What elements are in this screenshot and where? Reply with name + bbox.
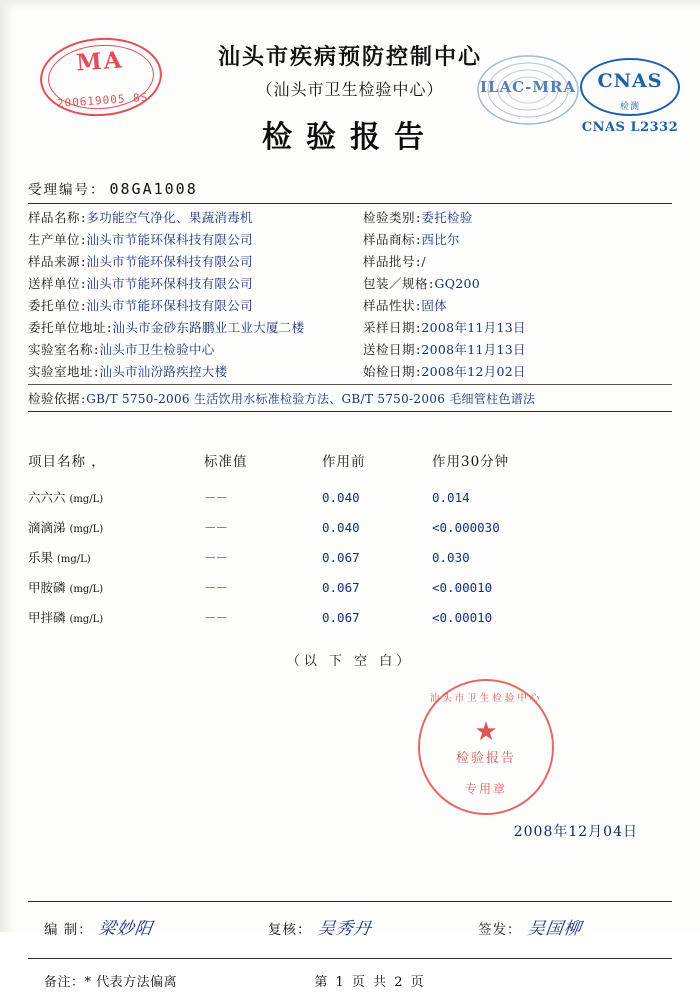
item-name-text: 乐果 bbox=[28, 550, 54, 565]
cell-after: 0.014 bbox=[432, 489, 470, 505]
field-inspection-category bbox=[363, 208, 672, 228]
table-row bbox=[28, 602, 672, 632]
field-value: 汕头市金砂东路鹏业工业大厦二楼 bbox=[112, 320, 305, 335]
field-value: GB/T 5750-2006 生活饮用水标准检验方法、GB/T 5750-2006 毛细管柱色谱法 bbox=[86, 392, 536, 406]
field-value: 西比尔 bbox=[421, 232, 460, 247]
field-batch-number bbox=[363, 252, 672, 272]
cell-after: 0.030 bbox=[432, 549, 470, 565]
signature-name: 吴国柳 bbox=[525, 919, 583, 939]
field-sampling-date bbox=[363, 318, 672, 338]
field-client-unit bbox=[28, 296, 363, 316]
field-colon: : bbox=[81, 277, 86, 292]
field-value: 汕头市汕汾路疾控大楼 bbox=[99, 364, 228, 379]
cell-item-name bbox=[28, 482, 204, 512]
field-label: 样品批号 bbox=[363, 254, 416, 269]
signature-row bbox=[28, 901, 672, 958]
field-colon: : bbox=[416, 211, 421, 226]
field-label: 实验室地址 bbox=[28, 364, 94, 379]
field-colon: : bbox=[416, 299, 421, 314]
divider-below-basis bbox=[28, 411, 672, 412]
cnas-seal-oval bbox=[580, 58, 680, 116]
field-client-address bbox=[28, 318, 363, 338]
field-label: 包装／规格 bbox=[363, 276, 429, 291]
field-value: 汕头市节能环保科技有限公司 bbox=[86, 254, 253, 269]
field-label: 检验类别 bbox=[363, 210, 416, 225]
footer-remark: 备注：* 代表方法偏离 bbox=[44, 975, 178, 990]
divider-mid bbox=[28, 384, 672, 385]
item-name-text: 甲胺磷 bbox=[28, 580, 66, 595]
cell-after: <0.000030 bbox=[432, 519, 500, 535]
signature-label: 签发： bbox=[478, 922, 522, 938]
field-label: 样品名称 bbox=[28, 210, 81, 225]
signature-name: 吴秀丹 bbox=[315, 919, 373, 939]
cnas-seal-code: CNAS L2332 bbox=[581, 120, 679, 135]
signature-compiled-by bbox=[44, 914, 153, 939]
column-header-before: 作用前 bbox=[322, 454, 366, 470]
ilac-mra-seal bbox=[474, 50, 582, 130]
field-value: 委托检验 bbox=[421, 210, 473, 225]
cell-before: 0.067 bbox=[322, 579, 360, 595]
field-packaging-spec bbox=[363, 274, 672, 294]
field-label: 委托单位 bbox=[28, 298, 81, 313]
cell-standard: －－ bbox=[204, 490, 228, 505]
field-sample-property bbox=[363, 296, 672, 316]
cell-after: <0.00010 bbox=[432, 579, 493, 595]
item-name-text: 六六六 bbox=[28, 490, 66, 505]
cnas-seal-cn: 检测 bbox=[619, 102, 640, 112]
field-value: 汕头市节能环保科技有限公司 bbox=[86, 232, 253, 247]
cell-after: <0.00010 bbox=[432, 609, 493, 625]
stamp-area bbox=[28, 669, 672, 901]
field-sample-name bbox=[28, 208, 363, 228]
field-colon: : bbox=[81, 211, 86, 226]
ilac-mra-seal-text: ILAC-MRA bbox=[479, 78, 577, 96]
table-row bbox=[28, 512, 672, 542]
field-inspection-basis bbox=[28, 389, 672, 409]
cnas-seal-word: CNAS bbox=[597, 70, 663, 92]
item-name-text: 甲拌磷 bbox=[28, 610, 66, 625]
cell-standard: －－ bbox=[204, 520, 228, 535]
field-label: 送样单位 bbox=[28, 276, 81, 291]
field-label: 检验依据 bbox=[28, 391, 81, 406]
cell-before: 0.067 bbox=[322, 609, 360, 625]
page-number: 第 1 页 共 2 页 bbox=[314, 975, 426, 990]
field-trademark bbox=[363, 230, 672, 250]
signature-issued-by bbox=[478, 914, 582, 939]
organization-subtitle: （汕头市卫生检验中心） bbox=[256, 80, 444, 99]
field-manufacturer bbox=[28, 230, 363, 250]
field-colon: : bbox=[416, 255, 421, 270]
field-lab-name bbox=[28, 340, 363, 360]
table-row bbox=[28, 542, 672, 572]
field-label: 实验室名称 bbox=[28, 342, 94, 357]
column-header-standard: 标准值 bbox=[204, 454, 248, 470]
field-value: 固体 bbox=[421, 298, 448, 313]
field-colon: : bbox=[81, 233, 86, 248]
field-received-date bbox=[363, 340, 672, 360]
item-unit-text: (mg/L) bbox=[69, 614, 104, 625]
cell-standard: －－ bbox=[204, 550, 228, 565]
field-label: 样品来源 bbox=[28, 254, 81, 269]
results-section bbox=[28, 450, 672, 669]
field-value: 2008年12月02日 bbox=[421, 364, 526, 379]
item-unit-text: (mg/L) bbox=[57, 554, 91, 565]
receipt-number-label: 受理编号： bbox=[28, 182, 106, 198]
field-value: GQ200 bbox=[434, 276, 480, 291]
item-unit-text: (mg/L) bbox=[69, 524, 104, 535]
field-label: 送检日期 bbox=[363, 342, 416, 357]
table-header-row bbox=[28, 450, 672, 482]
cell-item-name bbox=[28, 572, 204, 602]
stamp-bottom-text: 专用章 bbox=[464, 782, 507, 796]
signature-label: 复核： bbox=[268, 922, 312, 938]
field-label: 委托单位地址 bbox=[28, 320, 107, 335]
blank-below-note: （以 下 空 白） bbox=[286, 654, 414, 669]
signature-name: 梁妙阳 bbox=[97, 919, 154, 939]
cell-before: 0.040 bbox=[322, 519, 360, 535]
receipt-number-line bbox=[28, 178, 672, 201]
cell-standard: －－ bbox=[204, 580, 228, 595]
column-header-item: 项目名称 ， bbox=[28, 454, 106, 470]
field-label: 样品性状 bbox=[363, 298, 416, 313]
field-start-date bbox=[363, 362, 672, 382]
field-value: 2008年11月13日 bbox=[421, 320, 526, 335]
field-value: 多功能空气净化、果蔬消毒机 bbox=[86, 210, 253, 225]
official-round-stamp bbox=[418, 679, 554, 815]
field-colon: : bbox=[81, 391, 86, 406]
item-unit-text: (mg/L) bbox=[69, 584, 104, 595]
field-colon: : bbox=[416, 343, 421, 358]
page-title: 检验报告 bbox=[262, 120, 438, 155]
cell-item-name bbox=[28, 512, 204, 542]
item-unit-text: (mg/L) bbox=[69, 494, 104, 505]
field-colon: : bbox=[107, 321, 112, 336]
field-colon: : bbox=[94, 365, 99, 380]
report-footer bbox=[28, 958, 672, 1007]
field-colon: : bbox=[416, 233, 421, 248]
report-header bbox=[0, 0, 700, 178]
divider-top bbox=[28, 203, 672, 204]
field-sample-source bbox=[28, 252, 363, 272]
cell-item-name bbox=[28, 542, 204, 572]
stamp-top-text: 汕头市卫生检验中心 bbox=[429, 693, 543, 704]
field-colon: : bbox=[416, 321, 421, 336]
cell-standard: －－ bbox=[204, 610, 228, 625]
signature-reviewed-by bbox=[268, 914, 372, 939]
cell-item-name bbox=[28, 602, 204, 632]
field-colon: : bbox=[81, 299, 86, 314]
field-colon: : bbox=[81, 255, 86, 270]
item-name-text: 滴滴涕 bbox=[28, 520, 66, 535]
organization-title: 汕头市疾病预防控制中心 bbox=[217, 44, 482, 70]
cnas-seal bbox=[578, 58, 682, 135]
field-value: 2008年11月13日 bbox=[421, 342, 526, 357]
ma-seal-code: 200619005 8S bbox=[56, 90, 149, 111]
field-label: 采样日期 bbox=[363, 320, 416, 335]
star-icon: ★ bbox=[474, 717, 498, 747]
signature-label: 编 制： bbox=[44, 922, 93, 938]
field-label: 生产单位 bbox=[28, 232, 81, 247]
results-table bbox=[28, 450, 672, 632]
cell-before: 0.040 bbox=[322, 489, 360, 505]
field-value: / bbox=[421, 254, 426, 269]
meta-fields-grid bbox=[28, 208, 672, 382]
ma-seal-text: MA bbox=[75, 46, 125, 77]
stamp-mid-text: 检验报告 bbox=[455, 751, 516, 766]
field-value: 汕头市卫生检验中心 bbox=[99, 342, 215, 357]
field-colon: : bbox=[94, 343, 99, 358]
field-value: 汕头市节能环保科技有限公司 bbox=[86, 276, 253, 291]
field-label: 始检日期 bbox=[363, 364, 416, 379]
field-colon: : bbox=[416, 365, 421, 380]
field-value: 汕头市节能环保科技有限公司 bbox=[86, 298, 253, 313]
receipt-number-value: 08GA1008 bbox=[109, 180, 198, 198]
cell-before: 0.067 bbox=[322, 549, 360, 565]
table-row bbox=[28, 572, 672, 602]
field-colon: : bbox=[429, 277, 434, 292]
field-lab-address bbox=[28, 362, 363, 382]
table-row bbox=[28, 482, 672, 512]
column-header-after-30min: 作用30分钟 bbox=[432, 454, 510, 470]
field-label: 样品商标 bbox=[363, 232, 416, 247]
report-meta bbox=[28, 178, 672, 412]
issue-date: 2008年12月04日 bbox=[513, 824, 638, 840]
field-submitting-unit bbox=[28, 274, 363, 294]
